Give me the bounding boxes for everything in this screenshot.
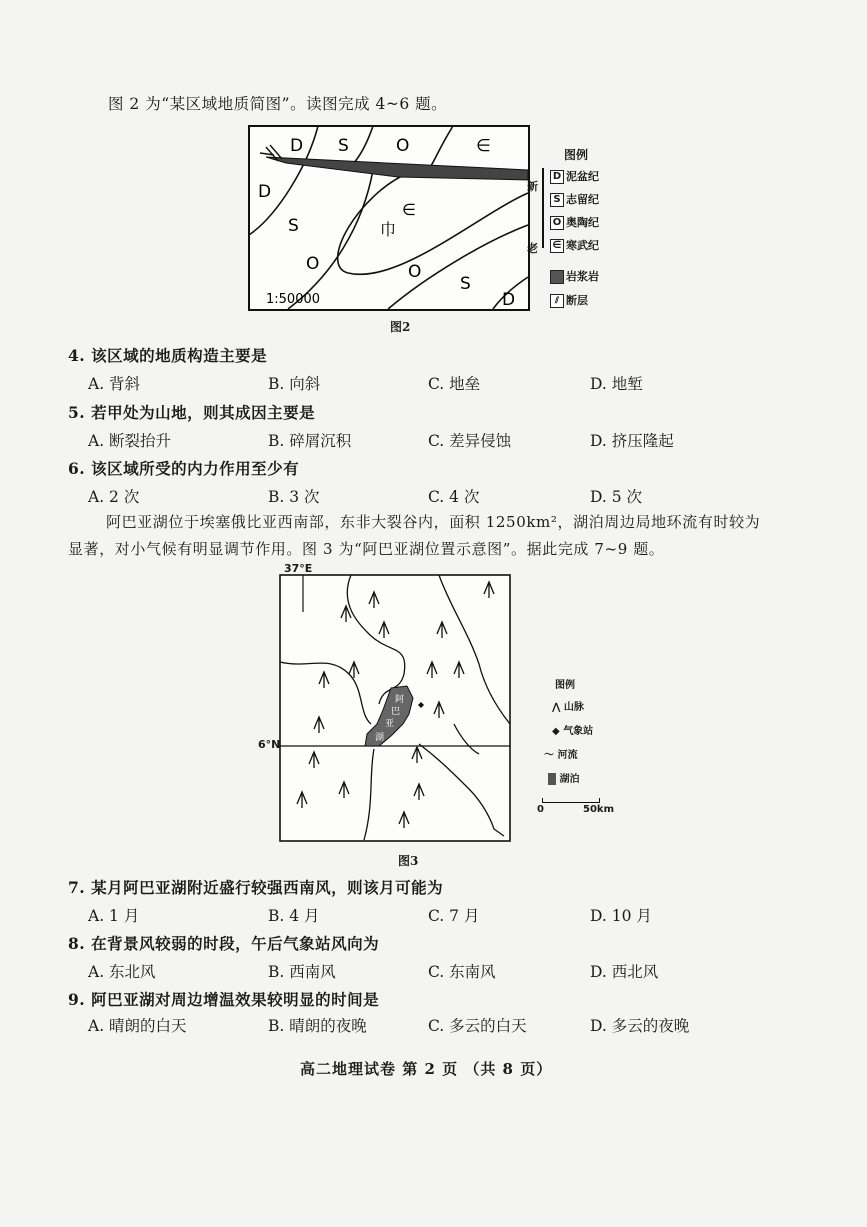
option[interactable]: A. 东北风 [88,963,156,981]
fig2-label: S [338,136,349,156]
legend-item: S 志留纪 [550,191,599,207]
option[interactable]: B. 碎屑沉积 [268,432,352,450]
fig2-caption: 图2 [390,320,411,334]
option[interactable]: D. 10 月 [590,907,652,925]
fig3-scale-50: 50km [583,804,614,815]
fig2-label: D [502,290,516,310]
intro-fig2: 图 2 为“某区域地质简图”。读图完成 4~6 题。 [108,95,448,113]
legend-item: D 泥盆纪 [550,168,599,184]
fig3-caption: 图3 [398,854,419,868]
fig3-legend-title: 图例 [555,680,575,691]
river-icon: 〜 [544,750,554,761]
svg-text:湖: 湖 [375,733,385,743]
fig3-scale-bar [542,798,600,803]
option[interactable]: C. 差异侵蚀 [428,432,512,450]
fig2-label: S [460,274,471,294]
page-footer: 高二地理试卷 第 2 页 （共 8 页） [300,1060,553,1078]
option[interactable]: B. 3 次 [268,488,320,506]
lake-icon [548,773,556,785]
fig2-label: D [258,182,272,202]
option[interactable]: A. 晴朗的白天 [88,1017,187,1035]
fig2-scale: 1:50000 [266,292,321,307]
legend-item: O 奥陶纪 [550,214,599,230]
option[interactable]: B. 西南风 [268,963,336,981]
fig3-lon: 37°E [284,562,313,575]
fig2-label: ∈ [476,136,491,156]
fig3-lat: 6°N [258,738,281,751]
fig2-label: D [290,136,304,156]
question-6: 6. 该区域所受的内力作用至少有 [68,459,300,478]
fig3-scale-0: 0 [537,804,544,815]
option[interactable]: A. 断裂抬升 [88,432,172,450]
question-7: 7. 某月阿巴亚湖附近盛行较强西南风，则该月可能为 [68,878,444,897]
svg-text:巴: 巴 [391,707,401,717]
legend-river: 〜 河流 [544,750,578,761]
intro-fig3-line2: 显著，对小气候有明显调节作用。图 3 为“阿巴亚湖位置示意图”。据此完成 7~9 题。 [68,540,665,558]
legend-item: 岩浆岩 [550,268,599,284]
svg-text:亚: 亚 [385,719,395,729]
option[interactable]: B. 向斜 [268,375,321,393]
option[interactable]: C. 地垒 [428,375,481,393]
legend-item: ⫽ 断层 [550,292,588,308]
fig2-label: O [396,136,410,156]
option[interactable]: B. 4 月 [268,907,320,925]
mountain-icon: ⋀ [552,702,561,713]
option[interactable]: C. 多云的白天 [428,1017,527,1035]
legend-station: ◆ 气象站 [552,726,594,737]
option[interactable]: D. 多云的夜晚 [590,1017,690,1035]
fig2-label: 巾 [380,220,397,239]
question-4: 4. 该区域的地质构造主要是 [68,346,268,365]
legend-age-bar [542,168,544,248]
legend-new: 新 [527,180,538,193]
fig2-label: O [306,254,320,274]
option[interactable]: D. 5 次 [590,488,643,506]
option[interactable]: B. 晴朗的夜晚 [268,1017,367,1035]
legend-lake: 湖泊 [548,770,579,785]
fig2-label: O [408,262,422,282]
question-9: 9. 阿巴亚湖对周边增温效果较明显的时间是 [68,990,380,1009]
option[interactable]: A. 2 次 [88,488,140,506]
option[interactable]: A. 背斜 [88,375,141,393]
station-icon: ◆ [552,726,560,737]
figure-3-lake-map [279,574,511,842]
fig2-label: ∈ [402,200,416,219]
question-8: 8. 在背景风较弱的时段，午后气象站风向为 [68,934,380,953]
legend-item: ∈ 寒武纪 [550,237,599,253]
fig2-label: S [288,216,299,236]
option[interactable]: D. 西北风 [590,963,659,981]
figure-2-geologic-map [248,125,530,311]
option[interactable]: D. 挤压隆起 [590,432,674,450]
option[interactable]: C. 7 月 [428,907,480,925]
legend-mountain: ⋀ 山脉 [552,702,584,713]
option[interactable]: C. 东南风 [428,963,496,981]
svg-text:阿: 阿 [395,695,405,705]
option[interactable]: D. 地堑 [590,375,643,393]
option[interactable]: C. 4 次 [428,488,480,506]
question-5: 5. 若甲处为山地，则其成因主要是 [68,403,316,422]
intro-fig3-line1: 阿巴亚湖位于埃塞俄比亚西南部，东非大裂谷内，面积 1250km²，湖泊周边局地环流有时较为 [106,513,761,531]
legend-old: 老 [527,242,538,255]
fig2-legend-title: 图例 [564,148,589,162]
option[interactable]: A. 1 月 [88,907,140,925]
